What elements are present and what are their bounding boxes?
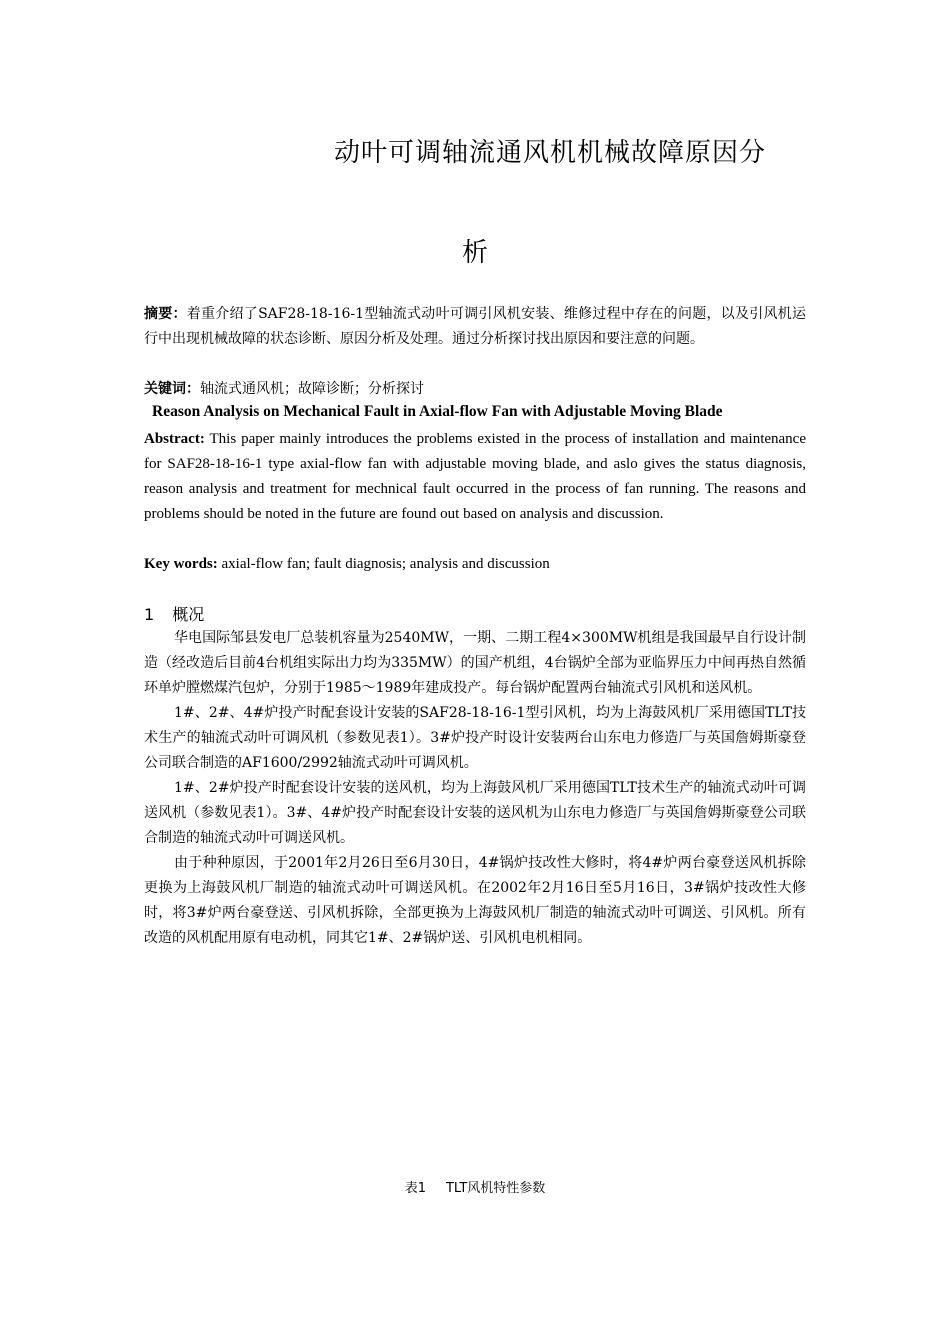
table-caption [0, 1177, 950, 1196]
section-heading [144, 602, 222, 625]
keywords-en-label: Key words: [144, 556, 218, 572]
paper-title-en: Reason Analysis on Mechanical Fault in Axial-flow Fan with Adjustable Moving Blade [152, 403, 723, 420]
keywords-cn-label: 关键词： [144, 381, 200, 397]
abstract-en-label: Abstract: [144, 431, 205, 447]
abstract-en [144, 427, 806, 527]
paper-title-line1: 动叶可调轴流通风机机械故障原因分 [334, 138, 767, 168]
abstract-en-text: This paper mainly introduces the problems existed in the process of installation and maintenance for SAF28-18-16-1 type axial-flow fan with adjustable moving blade, and aslo gives the status diagnosis, reason analysis and treatment for mechnical fault occurred in the process of fan running. The reasons and problems should be noted in the future are found out based on analysis and discussion. [144, 431, 806, 522]
abstract-cn-label: 摘要： [144, 306, 187, 322]
body-paragraph: 1#、2#、4#炉投产时配套设计安装的SAF28-18-16-1型引风机，均为上海鼓风机厂采用德国TLT技术生产的轴流式动叶可调风机（参数见表1）。3#炉投产时设计安装两台山东电力修造厂与英国詹姆斯豪登公司联合制造的AF1600/2992轴流式动叶可调风机。 [144, 705, 806, 771]
keywords-en [144, 552, 806, 577]
keywords-cn-text: 轴流式通风机；故障诊断；分析探讨 [200, 381, 424, 397]
section-body [144, 626, 806, 951]
paper-title-line2: 析 [461, 238, 488, 268]
body-paragraph: 1#、2#炉投产时配套设计安装的送风机，均为上海鼓风机厂采用德国TLT技术生产的轴流式动叶可调送风机（参数见表1）。3#、4#炉投产时配套设计安装的送风机为山东电力修造厂与英国詹姆斯豪登公司联合制造的轴流式动叶可调送风机。 [144, 780, 806, 846]
abstract-cn-text: 着重介绍了SAF28-18-16-1型轴流式动叶可调引风机安装、维修过程中存在的问题，以及引风机运行中出现机械故障的状态诊断、原因分析及处理。通过分析探讨找出原因和要注意的问题。 [144, 306, 806, 347]
body-paragraph: 由于种种原因，于2001年2月26日至6月30日，4#锅炉技改性大修时，将4#炉两台豪登送风机拆除更换为上海鼓风机厂制造的轴流式动叶可调送风机。在2002年2月16日至5月16日，3#锅炉技改性大修时，将3#炉两台豪登送、引风机拆除，全部更换为上海鼓风机厂制造的轴流式动叶可调送、引风机。所有改造的风机配用原有电动机，同其它1#、2#锅炉送、引风机电机相同。 [144, 855, 806, 946]
body-paragraph: 华电国际邹县发电厂总装机容量为2540MW，一期、二期工程4×300MW机组是我国最早自行设计制造（经改造后目前4台机组实际出力均为335MW）的国产机组，4台锅炉全部为亚临界压力中间再热自然循环单炉膛燃煤汽包炉，分别于1985～1989年建成投产。每台锅炉配置两台轴流式引风机和送风机。 [144, 630, 806, 696]
section-number: 1 [144, 605, 155, 624]
keywords-cn [144, 377, 806, 402]
table-caption-text: TLT风机特性参数 [445, 1181, 546, 1196]
table-caption-label: 表1 [404, 1181, 426, 1196]
section-title: 概况 [172, 605, 205, 624]
keywords-en-text: axial-flow fan; fault diagnosis; analysis and discussion [217, 556, 550, 572]
abstract-cn [144, 302, 806, 352]
